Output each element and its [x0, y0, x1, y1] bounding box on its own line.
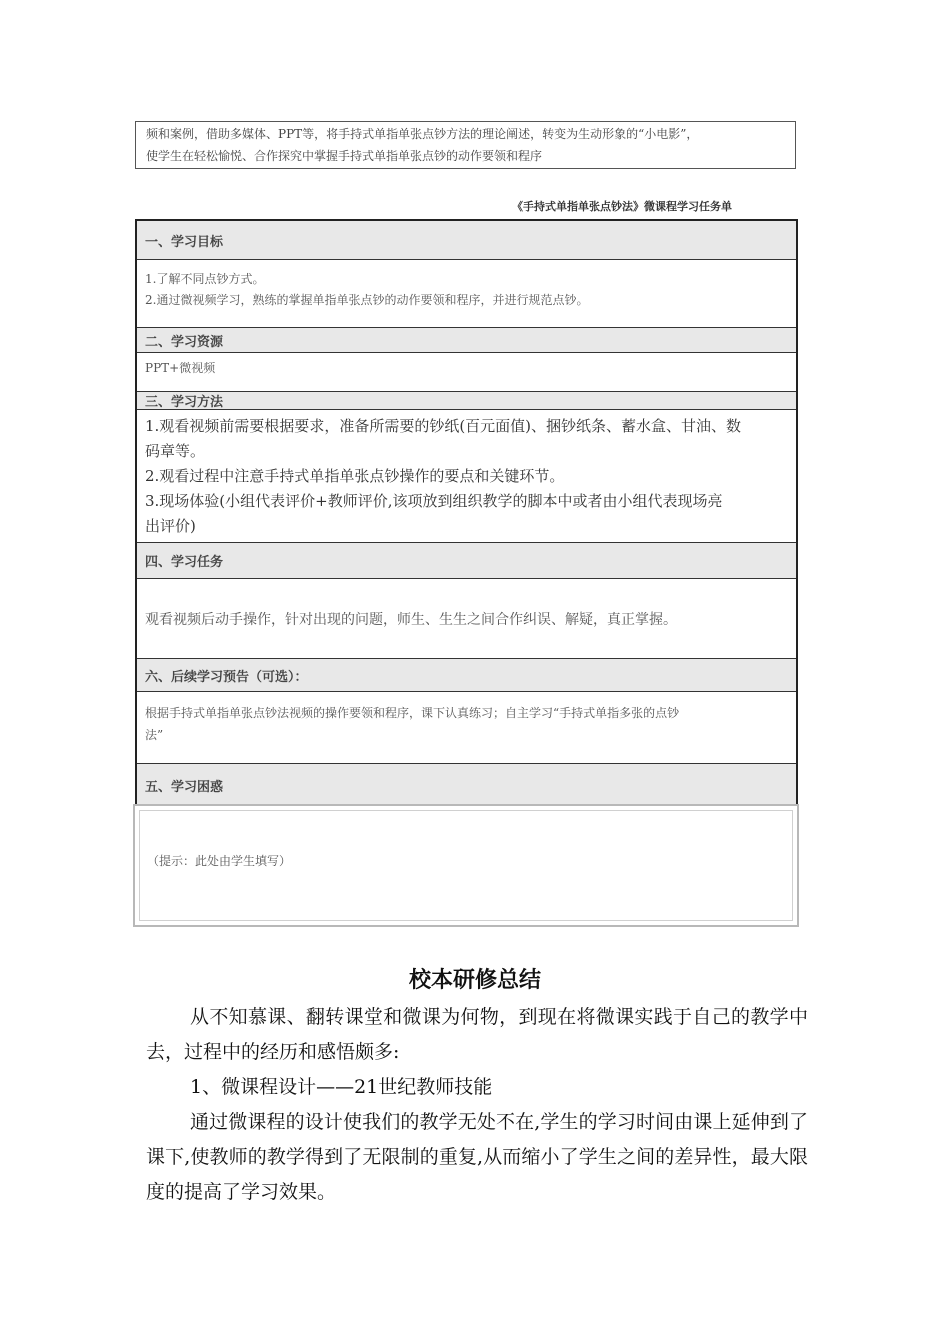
followup-line: 法” — [145, 728, 164, 742]
section-header-learning-questions: 五、学习困惑 — [137, 764, 796, 806]
essay-subheading: 1、微课程设计——21世纪教师技能 — [190, 1076, 493, 1098]
intro-text-box — [135, 121, 796, 169]
essay-paragraph: 从不知慕课、翻转课堂和微课为何物，到现在将微课实践于自己的教学中去，过程中的经历和感悟颇多: — [146, 1006, 808, 1063]
essay-body — [146, 1000, 808, 1210]
method-line: 2.观看过程中注意手持式单指单张点钞操作的要点和关键环节。 — [145, 467, 565, 485]
task-sheet-caption: 《手持式单指单张点钞法》微课程学习任务单 — [512, 200, 732, 213]
method-line: 出评价) — [145, 517, 196, 535]
method-line: 3.现场体验(小组代表评价+教师评价,该项放到组织教学的脚本中或者由小组代表现场亮 — [145, 492, 723, 510]
section-header-learning-methods: 三、学习方法 — [137, 392, 796, 410]
answer-hint: （提示：此处由学生填写） — [147, 854, 292, 868]
learning-methods-cell — [137, 410, 796, 543]
essay-paragraph: 通过微课程的设计使我们的教学无处不在,学生的学习时间由课上延伸到了课下,使教师的教学得到了无限制的重复,从而缩小了学生之间的差异性，最大限度的提高了学习效果。 — [146, 1111, 808, 1203]
method-line: 1.观看视频前需要根据要求，准备所需要的钞纸(百元面值)、捆钞纸条、蓄水盒、甘油、数 — [145, 417, 742, 435]
followup-line: 根据手持式单指单张点钞法视频的操作要领和程序，课下认真练习；自主学习“手持式单指多张的点钞 — [145, 706, 680, 720]
learning-tasks-cell: 观看视频后动手操作，针对出现的问题，师生、生生之间合作纠误、解疑，真正掌握。 — [137, 579, 796, 659]
section-header-followup-preview: 六、后续学习预告（可选）： — [137, 659, 796, 692]
followup-preview-cell — [137, 692, 796, 764]
intro-line: 频和案例，借助多媒体、PPT等，将手持式单指单张点钞方法的理论阐述，转变为生动形象的“小电影”， — [146, 127, 699, 141]
section-header-learning-goals: 一、学习目标 — [137, 221, 796, 260]
section-header-learning-tasks: 四、学习任务 — [137, 543, 796, 579]
section-header-learning-resources: 二、学习资源 — [137, 328, 796, 353]
intro-line: 使学生在轻松愉悦、合作探究中掌握手持式单指单张点钞的动作要领和程序 — [146, 149, 543, 163]
learning-goals-cell — [137, 260, 796, 328]
essay-title: 校本研修总结 — [408, 968, 541, 993]
method-line: 码章等。 — [145, 442, 206, 460]
goal-item: 1.了解不同点钞方式。 — [145, 272, 265, 286]
task-sheet-table — [135, 219, 798, 804]
learning-resources-cell: PPT+微视频 — [137, 353, 796, 392]
goal-item: 2.通过微视频学习，熟练的掌握单指单张点钞的动作要领和程序，并进行规范点钞。 — [145, 293, 589, 307]
